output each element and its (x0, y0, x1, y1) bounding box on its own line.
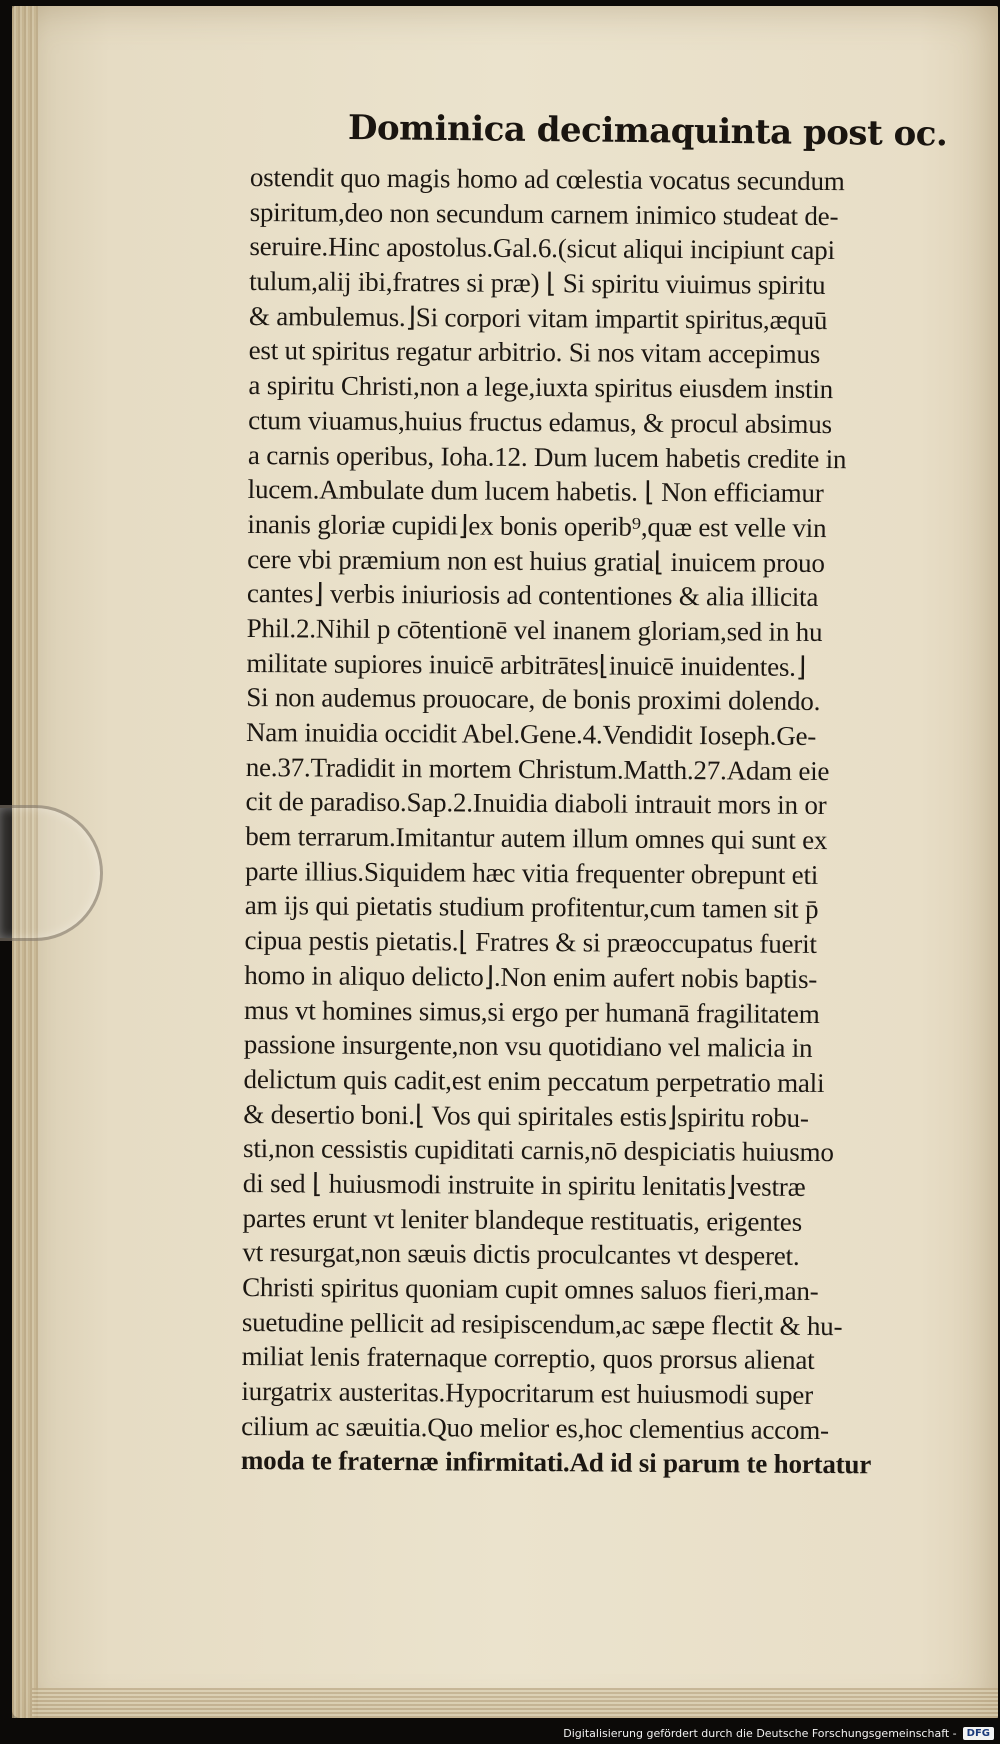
text-line: cere vbi præmium non est huius gratia⌊ inuicem prouo (247, 543, 825, 578)
text-line: sti,non cessistis cupiditati carnis,nō despiciatis huiusmo (242, 1133, 834, 1168)
text-line: ostendit quo magis homo ad cœlestia vocatus secundum (249, 161, 845, 197)
text-line: & desertio boni.⌊ Vos qui spiritales estis⌋spiritu robu- (243, 1098, 809, 1133)
text-line: mus vt homines simus,si ergo per humanā fragilitatem (243, 994, 820, 1029)
text-line: miliat lenis fraternaque correptio, quos prorsus alienat (241, 1341, 815, 1376)
running-head: Dominica decimaquinta post oc. (347, 108, 948, 155)
text-line: est ut spiritus regatur arbitrio. Si nos vitam accepimus (248, 335, 821, 370)
dfg-logo: DFG (963, 1727, 994, 1740)
page-bottom-edge (32, 1688, 998, 1718)
text-line: a spiritu Christi,non a lege,iuxta spiritus eiusdem instin (248, 370, 834, 405)
text-line: partes erunt vt leniter blandeque restituatis, erigentes (242, 1202, 803, 1237)
text-line: inanis gloriæ cupidi⌋ex bonis operib⁹,quæ est velle vin (247, 508, 827, 543)
body-text (241, 160, 978, 1483)
text-line: Phil.2.Nihil p cōtentionē vel inanem gloriam,sed in hu (246, 612, 823, 647)
text-line: ctum viuamus,huius fructus edamus, & procul absimus (248, 404, 833, 439)
text-line: vt resurgat,non sæuis dictis proculcantes vt desperet. (242, 1237, 800, 1272)
text-line: ne.37.Tradidit in mortem Christum.Matth.27.Adam eie (245, 751, 830, 786)
text-line: lucem.Ambulate dum lucem habetis. ⌊ Non efficiamur (247, 474, 824, 509)
text-line: iurgatrix austeritas.Hypocritarum est huiusmodi super (241, 1376, 814, 1411)
text-line: cilium ac sæuitia.Quo melior es,hoc clementius accom- (241, 1410, 829, 1445)
text-line: a carnis operibus, Ioha.12. Dum lucem habetis credite in (247, 439, 847, 474)
text-line: di sed ⌊ huiusmodi instruite in spiritu lenitatis⌋vestræ (242, 1167, 806, 1202)
text-line: tulum,alij ibi,fratres si præ) ⌊ Si spiritu viuimus spiritu (249, 266, 826, 301)
credit-text: Digitalisierung gefördert durch die Deutsche Forschungsgemeinschaft - (563, 1727, 957, 1740)
text-line: cantes⌋ verbis iniuriosis ad contentiones & alia illicita (246, 578, 819, 613)
digitization-credit (563, 1727, 994, 1740)
text-line: delictum quis cadit,est enim peccatum perpetratio mali (243, 1063, 825, 1098)
text-line: spiritum,deo non secundum carnem inimico studeat de- (249, 196, 839, 231)
text-line: bem terrarum.Imitantur autem illum omnes qui sunt ex (245, 821, 828, 856)
text-line: parte illius.Siquidem hæc vitia frequenter obrepunt eti (244, 855, 819, 890)
text-line: Nam inuidia occidit Abel.Gene.4.Vendidit Ioseph.Ge- (245, 716, 817, 751)
text-line: Si non audemus prouocare, de bonis proximi dolendo. (246, 682, 821, 717)
text-line: suetudine pellicit ad resipiscendum,ac sæpe flectit & hu- (241, 1306, 843, 1341)
text-line: cipua pestis pietatis.⌊ Fratres & si præoccupatus fuerit (244, 925, 817, 960)
text-line: homo in aliquo delicto⌋.Non enim aufert nobis baptis- (244, 959, 818, 994)
text-line: militate supiores inuicē arbitrātes⌊inuicē inuidentes.⌋ (246, 647, 807, 682)
text-line: moda te fraternæ infirmitati.Ad id si parum te hortatur (240, 1445, 872, 1480)
text-line: am ijs qui pietatis studium profitentur,cum tamen sit p̄ (244, 890, 819, 925)
text-line: passione insurgente,non vsu quotidiano vel malicia in (243, 1029, 813, 1064)
text-line: Christi spiritus quoniam cupit omnes saluos fieri,man- (242, 1271, 819, 1306)
text-line: cit de paradiso.Sap.2.Inuidia diaboli intrauit mors in or (245, 786, 827, 821)
text-line: & ambulemus.⌋Si corpori vitam impartit spiritus,æquū (248, 300, 828, 335)
text-line: seruire.Hinc apostolus.Gal.6.(sicut aliqui incipiunt capi (249, 231, 835, 266)
